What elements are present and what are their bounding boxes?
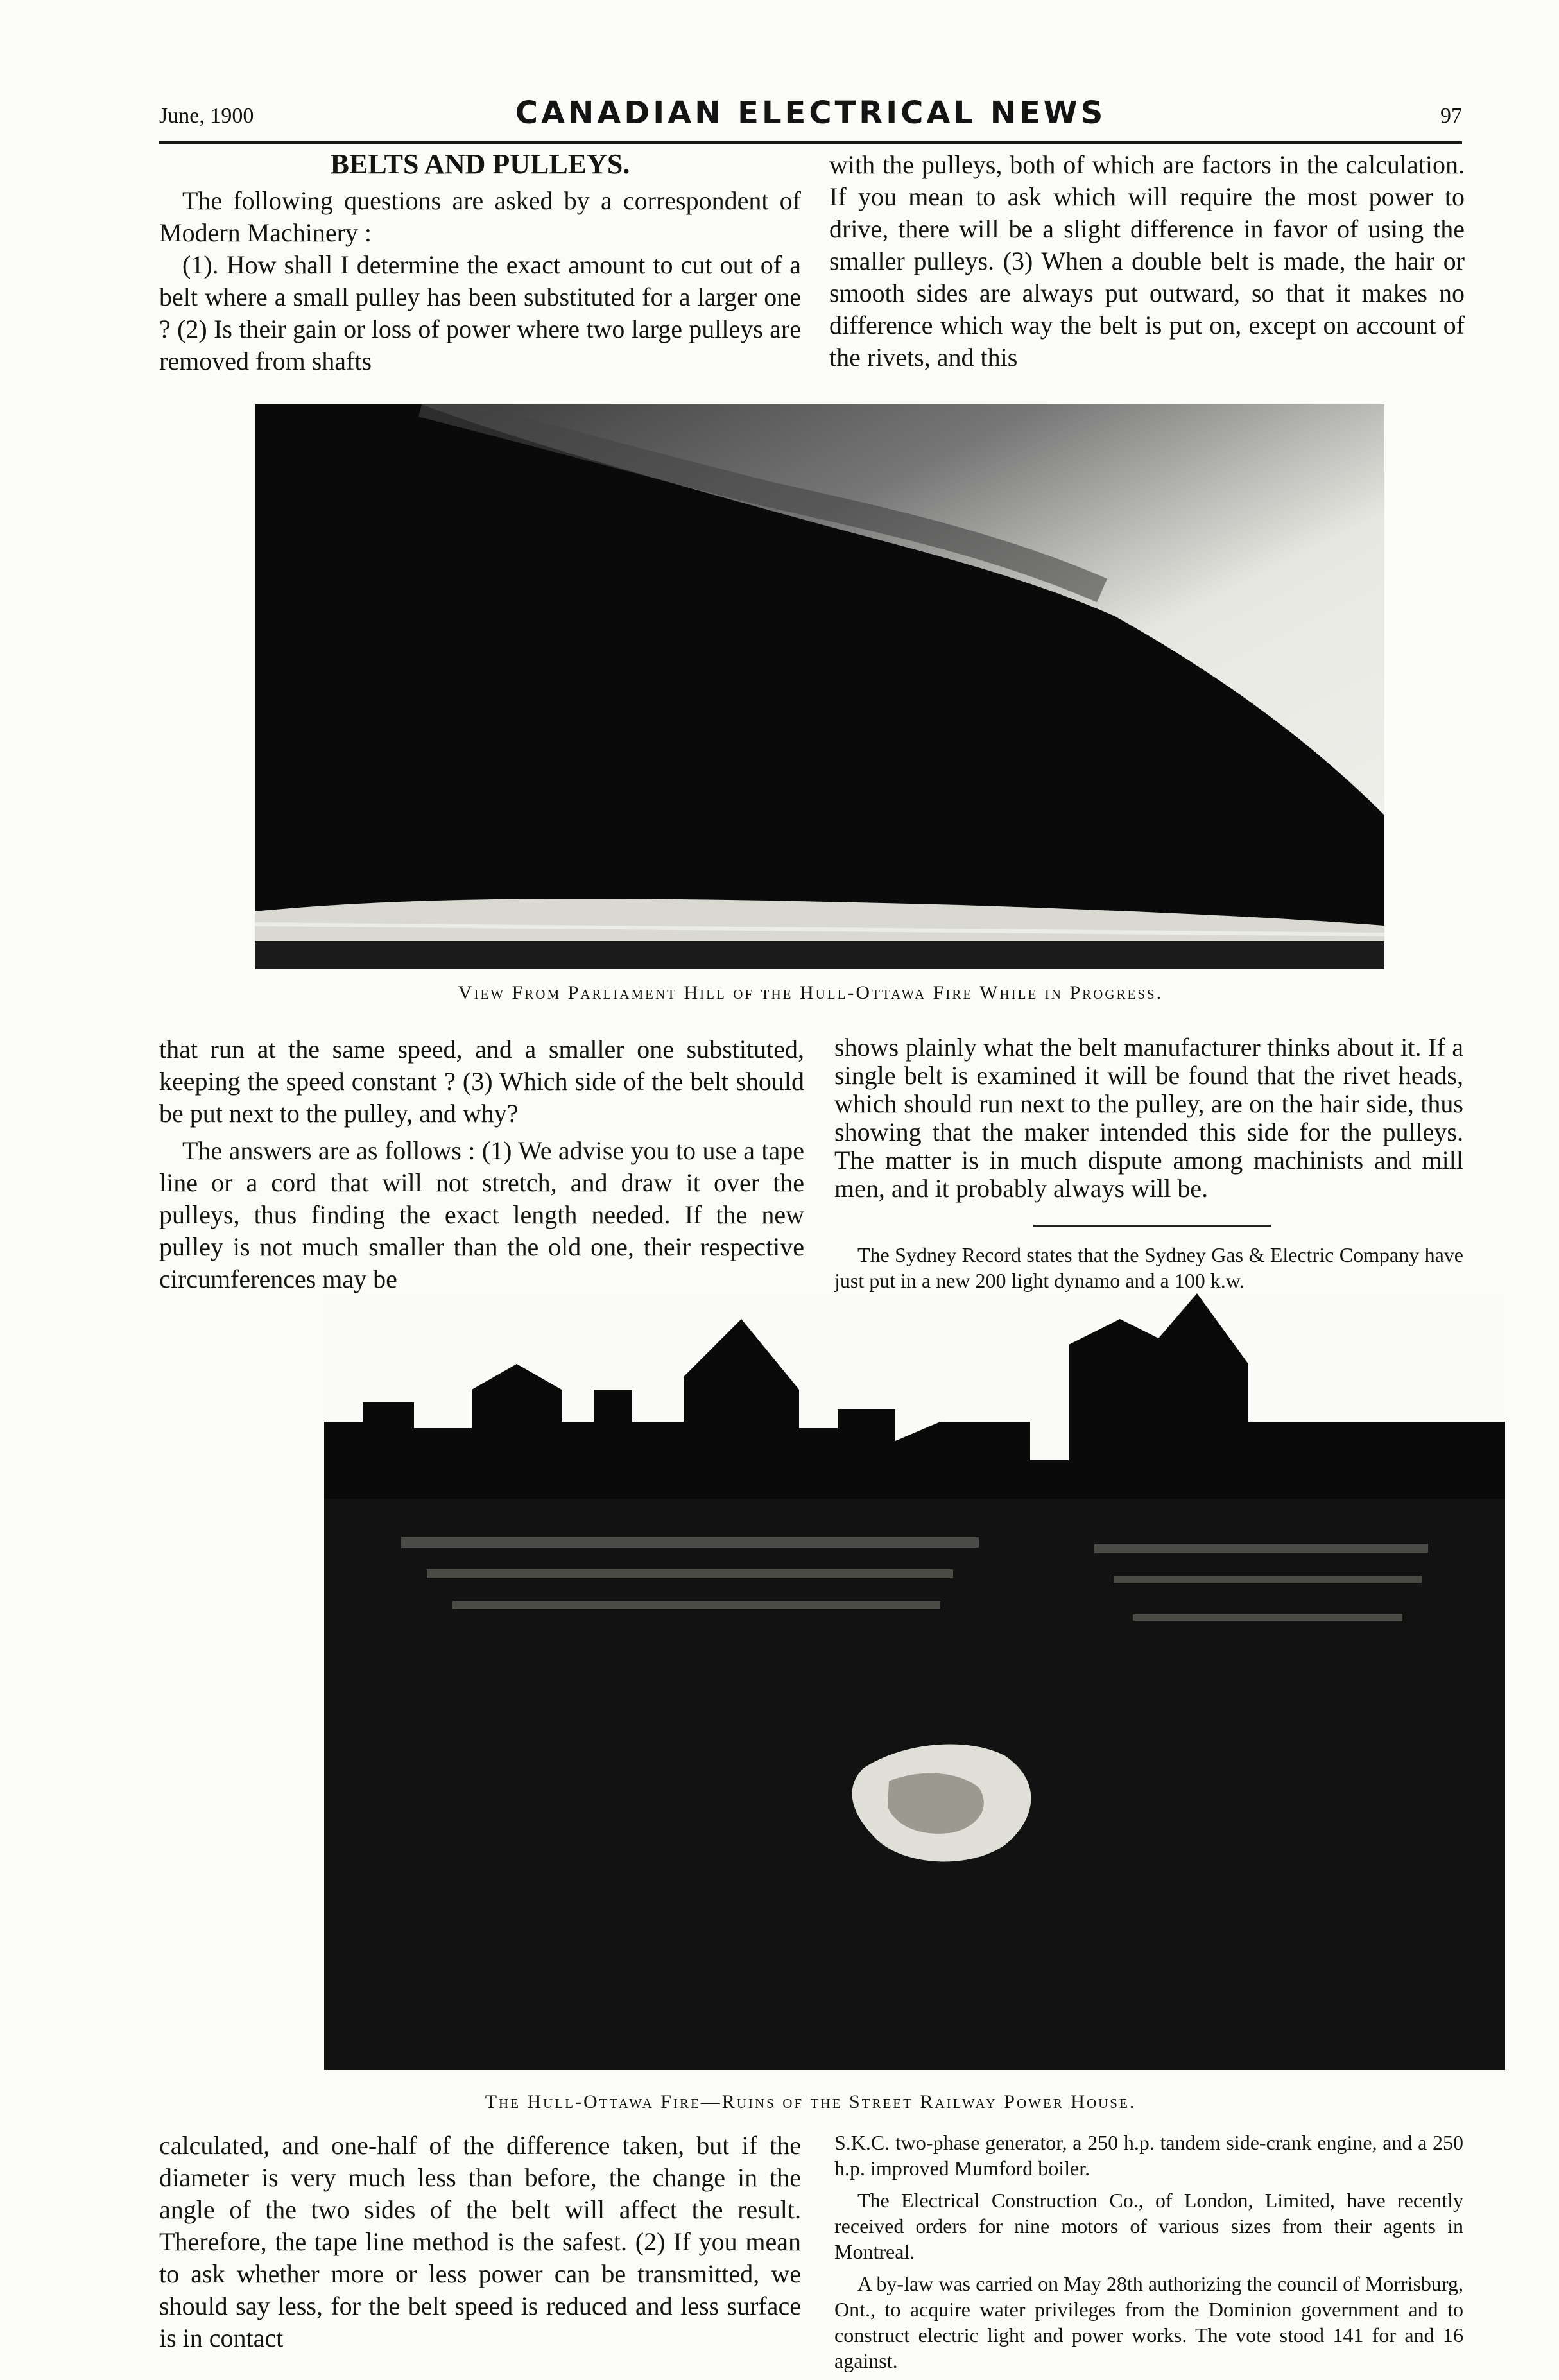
publication-title: CANADIAN ELECTRICAL NEWS	[515, 95, 1107, 131]
sydney-note	[834, 1242, 1463, 1300]
ruins-caption: The Hull-Ottawa Fire—Ruins of the Street Railway Power House.	[485, 2091, 1137, 2112]
section-divider	[1033, 1225, 1271, 1227]
article-paragraph: The answers are as follows : (1) We advise you to use a tape line or a cord that will not stretch, and draw it over the pulleys, thus finding the exact length needed. If the new pulley is not much smaller than the old one, their respective circumferences may be	[159, 1136, 804, 1293]
news-item: S.K.C. two-phase generator, a 250 h.p. tandem side-crank engine, and a 250 h.p. improved Mumford boiler.	[834, 2131, 1463, 2180]
page-number: 97	[1440, 104, 1462, 128]
news-item: A by-law was carried on May 28th authorizing the council of Morrisburg, Ont., to acquire water privileges from the Dominion government and to construct electric light and power works. The vote stood 141 for and 16 against.	[834, 2272, 1463, 2372]
news-item: The Sydney Record states that the Sydney Gas & Electric Company have just put in a new 200 light dynamo and a 100 k.w.	[834, 1243, 1463, 1292]
article-paragraph: with the pulleys, both of which are factors in the calculation. If you mean to ask which will require the most power to drive, there will be a slight difference in favor of using the smaller pulleys. (3) When a double belt is made, the hair or smooth sides are always put outward, so that it makes no difference which way the belt is put on, except on account of the rivets, and this	[829, 150, 1465, 372]
ruins-photo	[324, 1293, 1505, 2070]
article-paragraph: (1). How shall I determine the exact amount to cut out of a belt where a small pulley has been substituted for a larger one ? (2) Is their gain or loss of power where two large pulleys are removed from shafts	[159, 250, 801, 375]
article-paragraph: The following questions are asked by a correspondent of Modern Machinery :	[159, 186, 801, 247]
page-header	[159, 95, 1462, 140]
header-rule	[159, 141, 1462, 144]
article-paragraph: shows plainly what the belt manufacturer thinks about it. If a single belt is examined it will be found that the rivet heads, which should run next to the pulley, are on the hair side, thus showing that the maker intended this side for the pulleys. The matter is in much dispute among machinists and mill men, and it probably always will be.	[834, 1033, 1463, 1203]
fire-view-caption: View From Parliament Hill of the Hull-Ottawa Fire While in Progress.	[458, 982, 1164, 1003]
article-headline: BELTS AND PULLEYS.	[330, 148, 630, 180]
fire-view-photo	[255, 404, 1384, 969]
article-paragraph: calculated, and one-half of the difference taken, but if the diameter is very much less than before, the change in the angle of the two sides of the belt will affect the result. Therefore, the tape line method is the safest. (2) If you mean to ask whether more or less power can be transmitted, we should say less, for the belt speed is reduced and less surface is in contact	[159, 2131, 801, 2352]
article-col1-bottom	[159, 2130, 801, 2354]
news-notes	[834, 2130, 1463, 2380]
article-col2-top	[829, 149, 1465, 374]
article-col2-mid	[834, 1033, 1463, 1203]
issue-date: June, 1900	[159, 104, 254, 128]
article-col1-mid	[159, 1033, 804, 1295]
news-item: The Electrical Construction Co., of London, Limited, have recently received orders for nine motors of various sizes from their agents in Montreal.	[834, 2189, 1463, 2263]
article-col1-top	[159, 145, 801, 377]
article-paragraph: that run at the same speed, and a smaller one substituted, keeping the speed constant ? (3) Which side of the belt should be put next to the pulley, and why?	[159, 1035, 804, 1128]
